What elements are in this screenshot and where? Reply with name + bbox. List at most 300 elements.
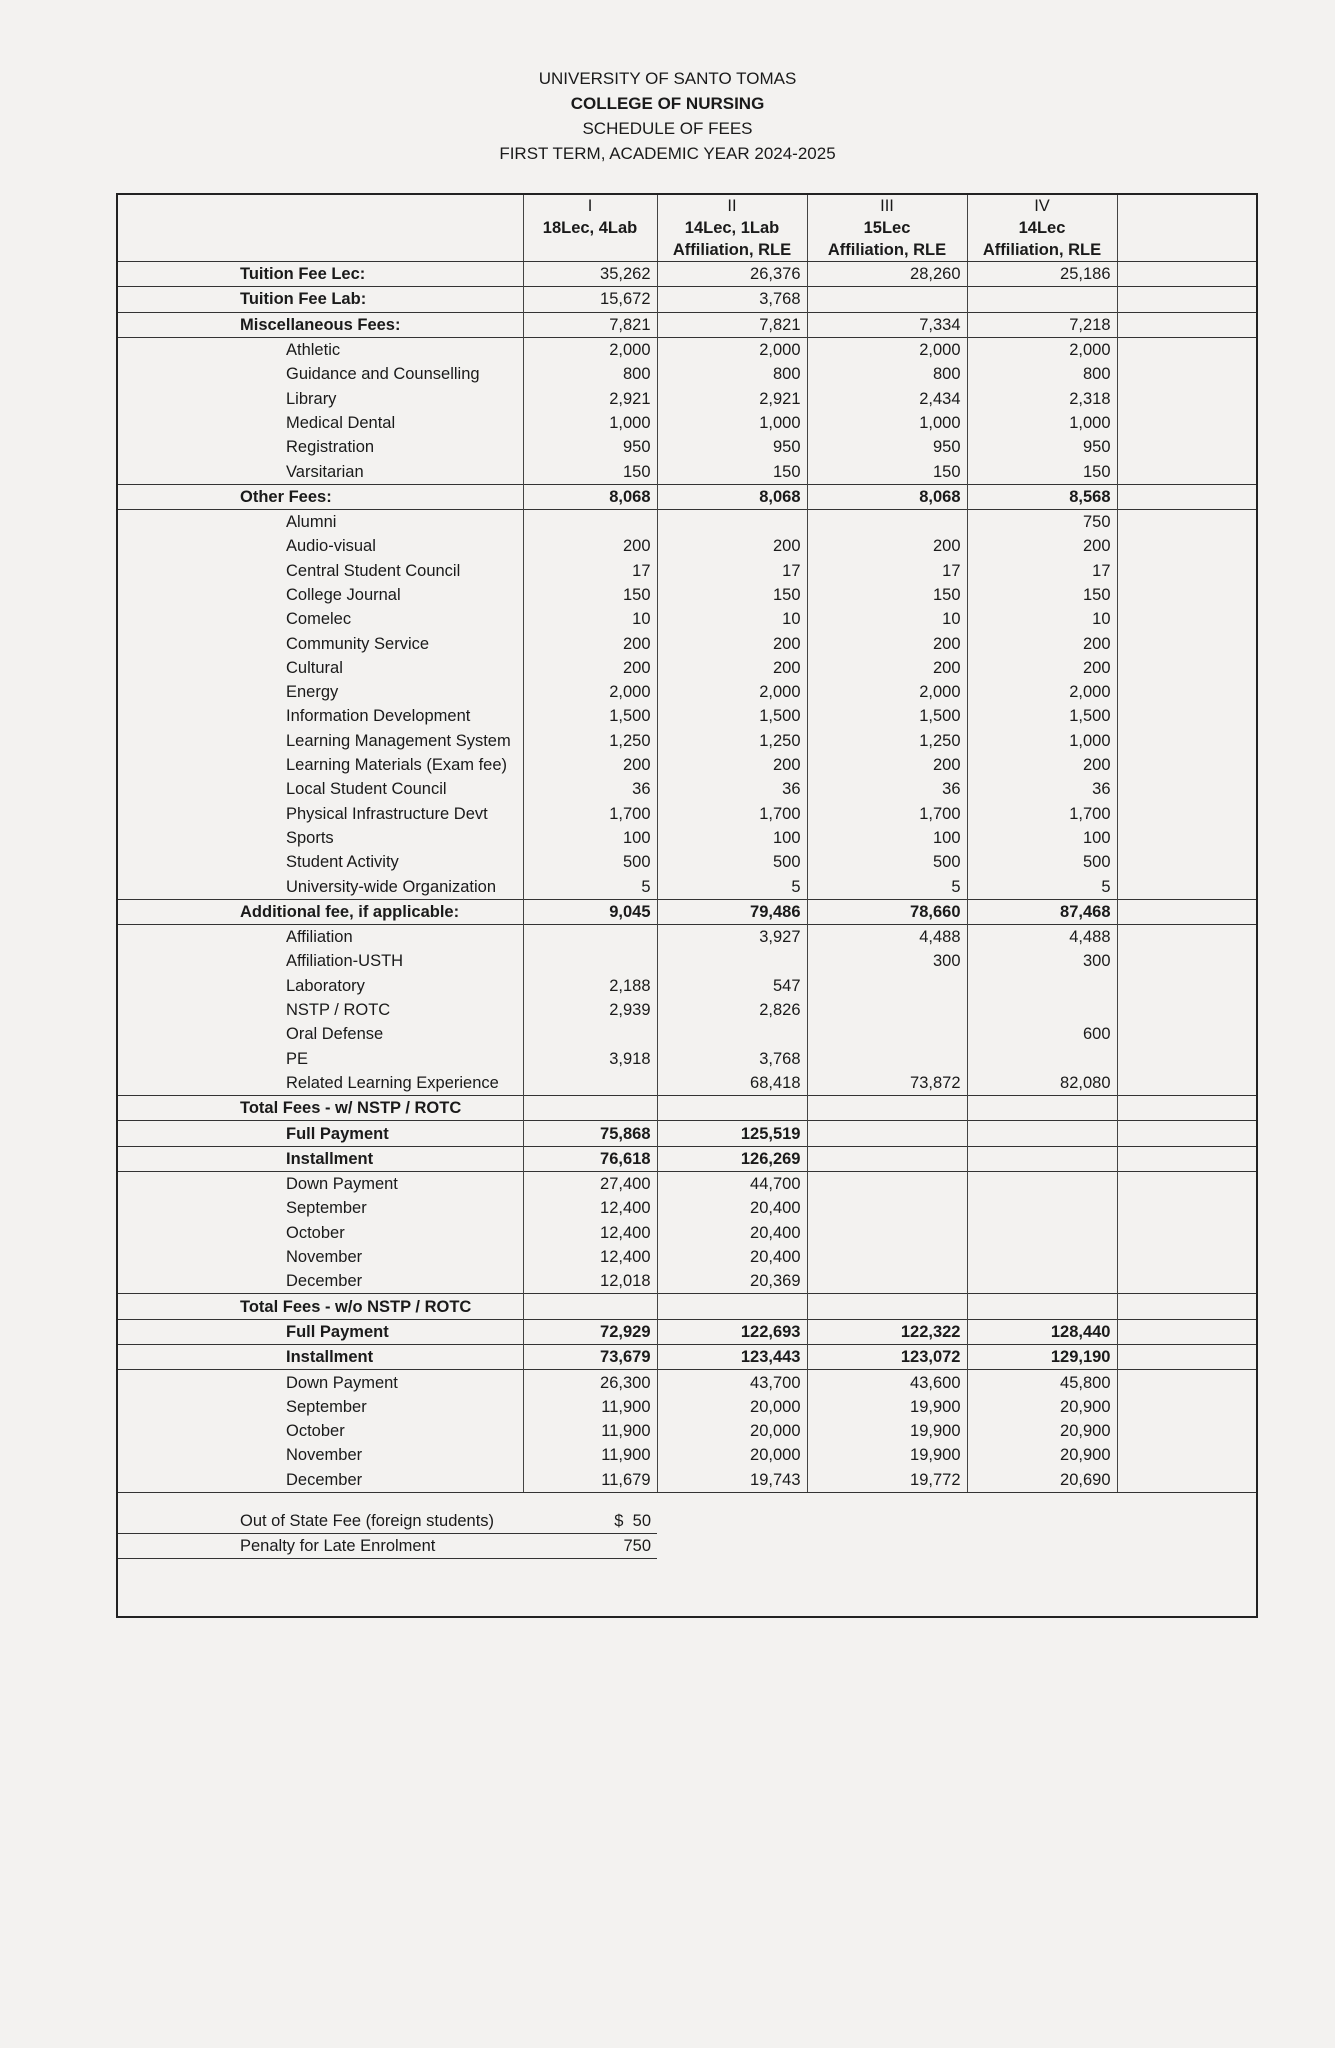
fee-value [657,949,807,973]
fee-value: 750 [967,509,1117,534]
fee-value: 7,334 [807,312,967,337]
fee-label: December [118,1269,523,1294]
trailing-cell [1117,337,1256,362]
trailing-cell [1117,262,1256,287]
fee-row [118,1221,1256,1245]
fee-value [807,1269,967,1294]
fee-row [118,1319,1256,1344]
fee-value: 20,900 [967,1395,1117,1419]
fee-value: 150 [967,583,1117,607]
fee-value [807,1146,967,1171]
fee-label: Central Student Council [118,559,523,583]
trailing-cell [1117,925,1256,950]
fee-value: 150 [807,583,967,607]
out-of-state-row [118,1509,1256,1534]
fee-value: 27,400 [523,1171,657,1196]
fee-value: 2,000 [807,337,967,362]
fee-row [118,312,1256,337]
fee-value: 28,260 [807,262,967,287]
column-header-row [118,217,1256,239]
trailing-cell [1117,704,1256,728]
fee-value: 2,921 [657,386,807,410]
fee-value: 100 [523,826,657,850]
fee-value: 17 [523,559,657,583]
fee-label: Energy [118,680,523,704]
fee-value: 75,868 [523,1121,657,1146]
header-spacer [118,239,523,262]
trailing-cell [1117,680,1256,704]
fee-label: November [118,1245,523,1269]
fee-value: 3,918 [523,1047,657,1071]
fee-value: 200 [807,534,967,558]
fee-label: Total Fees - w/ NSTP / ROTC [118,1096,523,1121]
trailing-cell [1117,1121,1256,1146]
fee-value: 20,000 [657,1395,807,1419]
fee-value: 1,000 [657,411,807,435]
fee-value: 2,188 [523,974,657,998]
fee-value: 122,693 [657,1319,807,1344]
fee-value: 1,500 [657,704,807,728]
fee-value: 11,679 [523,1468,657,1493]
fee-value: 2,000 [967,337,1117,362]
fee-value: 125,519 [657,1121,807,1146]
fee-row [118,1345,1256,1370]
penalty-row [118,1533,1256,1558]
fee-label: Library [118,386,523,410]
trailing-cell [1117,1294,1256,1319]
fee-value: 73,679 [523,1345,657,1370]
fee-value: 1,250 [523,729,657,753]
trailing-cell [1117,583,1256,607]
empty-cell [657,1509,1256,1534]
fee-row [118,1096,1256,1121]
fee-label: November [118,1443,523,1467]
fee-value: 800 [657,362,807,386]
fee-value: 3,768 [657,287,807,312]
penalty-label: Penalty for Late Enrolment [118,1533,523,1558]
college-name: COLLEGE OF NURSING [570,94,765,113]
fee-value: 950 [967,435,1117,459]
trailing-cell [1117,753,1256,777]
fee-value: 36 [807,777,967,801]
fee-value: 19,900 [807,1443,967,1467]
fee-value: 5 [807,874,967,899]
fee-value: 36 [967,777,1117,801]
fee-value [807,998,967,1022]
fee-value: 12,400 [523,1245,657,1269]
fee-row [118,850,1256,874]
fee-value [967,1121,1117,1146]
fee-value [807,1022,967,1046]
fee-row [118,704,1256,728]
fee-value: 1,000 [967,729,1117,753]
fee-value: 2,000 [807,680,967,704]
fee-value: 36 [523,777,657,801]
fee-label: September [118,1395,523,1419]
trailing-cell [1117,974,1256,998]
fee-row [118,1171,1256,1196]
fee-value: 200 [807,656,967,680]
fee-row [118,583,1256,607]
fee-value [807,1121,967,1146]
trailing-cell [1117,949,1256,973]
trailing-cell [1117,287,1256,312]
fee-value: 15,672 [523,287,657,312]
fee-value: 2,000 [657,680,807,704]
trailing-cell [1117,217,1256,239]
fee-value: 9,045 [523,899,657,924]
trailing-cell [1117,1319,1256,1344]
fee-value: 150 [807,459,967,484]
fee-value: 1,500 [807,704,967,728]
fee-label: Other Fees: [118,484,523,509]
fee-value [523,1071,657,1096]
column-header-note: Affiliation, RLE [807,239,967,262]
fee-value [967,1269,1117,1294]
fee-value [657,1022,807,1046]
fee-value: 150 [523,583,657,607]
fee-value: 20,900 [967,1419,1117,1443]
fee-value: 11,900 [523,1419,657,1443]
fee-label: Affiliation [118,925,523,950]
fee-value [967,1245,1117,1269]
fee-row [118,386,1256,410]
penalty-value: 750 [523,1533,657,1558]
fee-label: Medical Dental [118,411,523,435]
fee-value: 19,900 [807,1395,967,1419]
fee-row [118,1294,1256,1319]
fee-value [807,509,967,534]
trailing-cell [1117,1171,1256,1196]
document-title: SCHEDULE OF FEES [582,119,753,138]
trailing-cell [1117,1071,1256,1096]
fee-row [118,729,1256,753]
trailing-cell [1117,362,1256,386]
fee-row [118,949,1256,973]
column-header-roman: I [523,195,657,217]
fee-value: 26,300 [523,1370,657,1395]
fee-value: 2,434 [807,386,967,410]
trailing-cell [1117,239,1256,262]
column-header-roman: II [657,195,807,217]
fee-value: 25,186 [967,262,1117,287]
fee-row [118,411,1256,435]
fee-row [118,1269,1256,1294]
fee-label: Laboratory [118,974,523,998]
fee-row [118,874,1256,899]
fee-value: 19,772 [807,1468,967,1493]
fee-label: College Journal [118,583,523,607]
trailing-cell [1117,1395,1256,1419]
fee-value: 1,700 [657,802,807,826]
fee-value [967,1047,1117,1071]
trailing-cell [1117,195,1256,217]
fee-value: 950 [523,435,657,459]
trailing-cell [1117,631,1256,655]
fee-value [657,509,807,534]
fee-value: 3,768 [657,1047,807,1071]
trailing-cell [1117,1221,1256,1245]
fee-label: Down Payment [118,1370,523,1395]
fee-value: 2,939 [523,998,657,1022]
fee-value [967,287,1117,312]
fee-value [523,949,657,973]
out-of-state-label: Out of State Fee (foreign students) [118,1509,523,1534]
trailing-cell [1117,729,1256,753]
fee-label: October [118,1419,523,1443]
fee-value [807,1245,967,1269]
fee-value [523,925,657,950]
trailing-cell [1117,534,1256,558]
fee-value: 7,218 [967,312,1117,337]
fee-value: 123,443 [657,1345,807,1370]
fee-value [807,287,967,312]
fee-row [118,1395,1256,1419]
fee-value: 10 [967,607,1117,631]
fee-row [118,607,1256,631]
trailing-cell [1117,850,1256,874]
fee-row [118,1419,1256,1443]
fee-row [118,656,1256,680]
fee-value: 1,000 [807,411,967,435]
column-header-units: 14Lec, 1Lab [657,217,807,239]
fee-value: 2,000 [523,680,657,704]
fee-value: 600 [967,1022,1117,1046]
fee-row [118,974,1256,998]
fee-label: University-wide Organization [118,874,523,899]
fee-value [657,1096,807,1121]
fee-label: Additional fee, if applicable: [118,899,523,924]
fee-value: 68,418 [657,1071,807,1096]
column-header-units: 15Lec [807,217,967,239]
fee-value: 200 [967,656,1117,680]
fee-value: 2,000 [657,337,807,362]
trailing-cell [1117,484,1256,509]
fee-value: 128,440 [967,1319,1117,1344]
fee-row [118,925,1256,950]
fee-label: Learning Materials (Exam fee) [118,753,523,777]
fee-value: 20,000 [657,1419,807,1443]
fee-value: 20,369 [657,1269,807,1294]
fee-value: 19,743 [657,1468,807,1493]
fee-value: 73,872 [807,1071,967,1096]
fee-value: 1,250 [657,729,807,753]
fee-value: 1,000 [967,411,1117,435]
fee-value: 7,821 [523,312,657,337]
fee-row [118,802,1256,826]
fee-label: Total Fees - w/o NSTP / ROTC [118,1294,523,1319]
fee-value [523,1096,657,1121]
fee-label: Miscellaneous Fees: [118,312,523,337]
fee-value: 76,618 [523,1146,657,1171]
spacer-cell [118,1492,1256,1509]
fee-value: 1,500 [967,704,1117,728]
fee-value: 44,700 [657,1171,807,1196]
fee-value: 150 [967,459,1117,484]
fee-value: 200 [657,631,807,655]
fee-label: Tuition Fee Lec: [118,262,523,287]
fee-value: 547 [657,974,807,998]
fee-label: Affiliation-USTH [118,949,523,973]
trailing-cell [1117,874,1256,899]
fee-value: 200 [523,631,657,655]
fee-value [967,1146,1117,1171]
fee-value: 45,800 [967,1370,1117,1395]
trailing-cell [1117,435,1256,459]
fee-value [807,1196,967,1220]
trailing-cell [1117,459,1256,484]
fee-value: 12,400 [523,1221,657,1245]
fee-value: 200 [657,534,807,558]
trailing-cell [1117,998,1256,1022]
trailing-cell [1117,411,1256,435]
fee-value: 200 [523,753,657,777]
fee-label: October [118,1221,523,1245]
fee-value: 950 [657,435,807,459]
trailing-cell [1117,312,1256,337]
fee-value: 8,068 [523,484,657,509]
trailing-cell [1117,899,1256,924]
fee-value: 1,250 [807,729,967,753]
fee-row [118,484,1256,509]
fee-value: 200 [967,753,1117,777]
fee-value: 200 [807,753,967,777]
fee-label: Cultural [118,656,523,680]
trailing-cell [1117,509,1256,534]
fee-value: 8,068 [807,484,967,509]
fee-value: 150 [523,459,657,484]
fee-value: 10 [807,607,967,631]
fee-value [807,1294,967,1319]
fee-value: 20,900 [967,1443,1117,1467]
fee-value: 2,000 [967,680,1117,704]
fee-value: 79,486 [657,899,807,924]
fee-label: Student Activity [118,850,523,874]
fee-value: 72,929 [523,1319,657,1344]
column-header-note: Affiliation, RLE [967,239,1117,262]
fee-value [967,1221,1117,1245]
fee-row [118,753,1256,777]
fee-value: 500 [523,850,657,874]
fee-row [118,534,1256,558]
fee-label: Full Payment [118,1121,523,1146]
trailing-cell [1117,656,1256,680]
fee-value: 200 [967,534,1117,558]
fee-label: Tuition Fee Lab: [118,287,523,312]
fee-row [118,777,1256,801]
fee-label: Related Learning Experience [118,1071,523,1096]
fee-value: 500 [967,850,1117,874]
fee-value: 2,318 [967,386,1117,410]
fee-row [118,1245,1256,1269]
fee-value: 200 [807,631,967,655]
fee-value: 5 [967,874,1117,899]
fee-value: 200 [657,753,807,777]
fee-value: 500 [807,850,967,874]
trailing-cell [1117,1443,1256,1467]
fee-label: Varsitarian [118,459,523,484]
fee-value [523,1022,657,1046]
fee-value: 1,700 [523,802,657,826]
fee-row [118,1121,1256,1146]
fee-value: 43,600 [807,1370,967,1395]
fee-value [967,1096,1117,1121]
fee-value [967,1294,1117,1319]
trailing-cell [1117,1419,1256,1443]
trailing-cell [1117,1196,1256,1220]
fee-label: Installment [118,1345,523,1370]
fee-value: 8,568 [967,484,1117,509]
fee-value: 1,700 [807,802,967,826]
fee-row [118,337,1256,362]
fee-row [118,680,1256,704]
fee-row [118,1196,1256,1220]
fee-value: 11,900 [523,1443,657,1467]
fee-value: 1,700 [967,802,1117,826]
fee-label: Audio-visual [118,534,523,558]
fee-value: 43,700 [657,1370,807,1395]
trailing-cell [1117,1096,1256,1121]
fee-value: 800 [967,362,1117,386]
fee-value: 82,080 [967,1071,1117,1096]
fee-label: PE [118,1047,523,1071]
fee-value: 5 [523,874,657,899]
fee-row [118,435,1256,459]
fee-value: 129,190 [967,1345,1117,1370]
document-header [0,66,1335,166]
fee-value: 10 [523,607,657,631]
fee-label: Sports [118,826,523,850]
fee-value: 100 [657,826,807,850]
fee-row [118,262,1256,287]
fee-value: 300 [807,949,967,973]
column-header-row [118,239,1256,262]
fee-value: 1,500 [523,704,657,728]
fee-row [118,1443,1256,1467]
fee-value: 500 [657,850,807,874]
fee-row [118,899,1256,924]
fee-value [967,1171,1117,1196]
fee-row [118,287,1256,312]
trailing-cell [1117,607,1256,631]
fee-row [118,1071,1256,1096]
fee-value: 2,000 [523,337,657,362]
fee-value: 7,821 [657,312,807,337]
fee-label: Information Development [118,704,523,728]
column-header-note: Affiliation, RLE [657,239,807,262]
fee-value: 87,468 [967,899,1117,924]
fee-value: 35,262 [523,262,657,287]
trailing-cell [1117,802,1256,826]
trailing-cell [1117,1047,1256,1071]
fee-label: December [118,1468,523,1493]
fee-value: 300 [967,949,1117,973]
fee-value: 950 [807,435,967,459]
fee-label: Local Student Council [118,777,523,801]
fee-row [118,998,1256,1022]
fee-label: Guidance and Counselling [118,362,523,386]
column-header-roman: III [807,195,967,217]
fee-value [967,998,1117,1022]
trailing-cell [1117,826,1256,850]
fee-label: Athletic [118,337,523,362]
fee-row [118,362,1256,386]
fee-value: 200 [967,631,1117,655]
fee-value: 26,376 [657,262,807,287]
fee-value: 2,826 [657,998,807,1022]
trailing-cell [1117,777,1256,801]
fee-value: 150 [657,583,807,607]
